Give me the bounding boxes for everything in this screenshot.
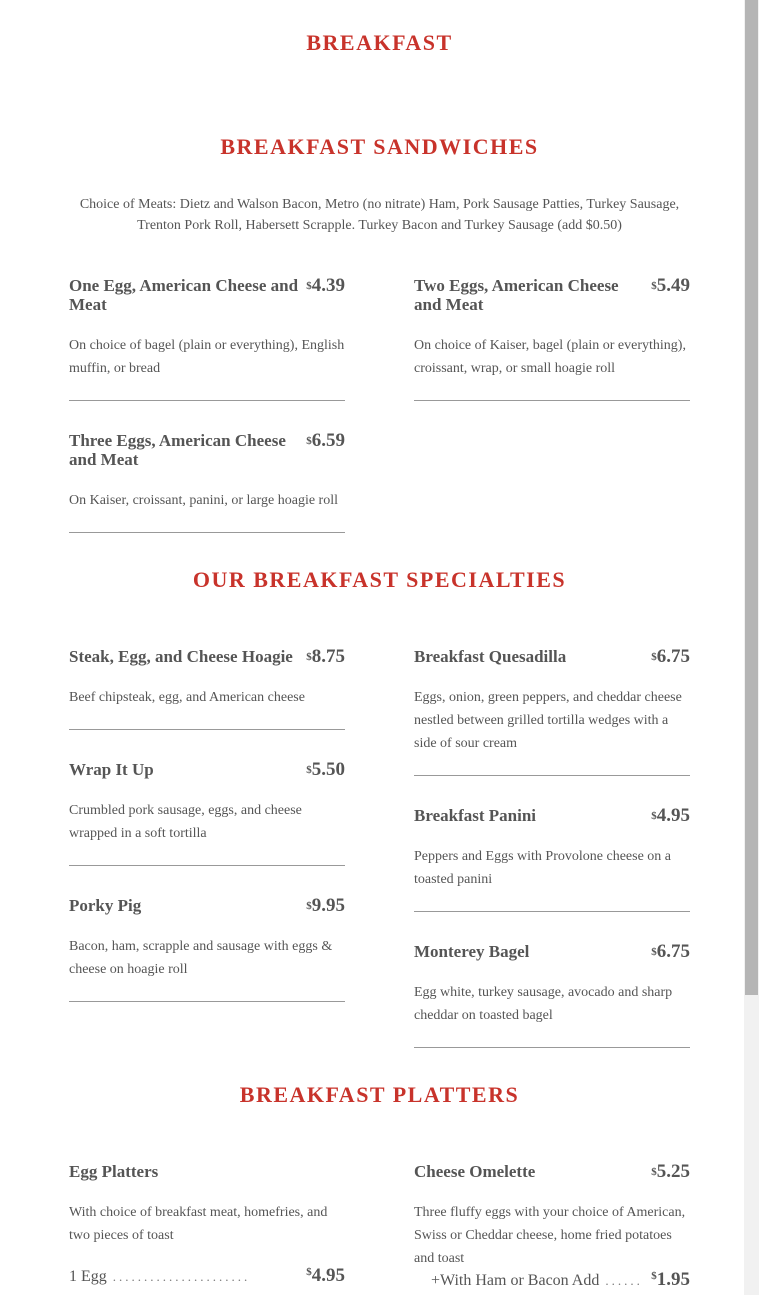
item-name: Monterey Bagel [414, 942, 530, 961]
divider [414, 911, 690, 912]
divider [69, 729, 345, 730]
item-name: Egg Platters [69, 1162, 159, 1181]
item-price: $6.59 [306, 430, 345, 451]
item-price: $6.75 [651, 941, 690, 962]
item-description: Egg white, turkey sausage, avocado and sharp cheddar on toasted bagel [414, 985, 673, 1023]
option-price: $1.95 [651, 1269, 690, 1290]
item-price: $5.50 [306, 759, 345, 780]
leader-dots: ...................... [112, 1269, 251, 1284]
item-price: $8.75 [306, 646, 345, 667]
divider [69, 865, 345, 866]
divider [414, 775, 690, 776]
item-description: Peppers and Eggs with Provolone cheese on a toasted panini [414, 849, 671, 887]
item-description: Bacon, ham, scrapple and sausage with eggs & cheese on hoagie roll [69, 939, 333, 977]
option-price: $4.95 [306, 1265, 345, 1286]
item-name: One Egg, American Cheese and Meat [69, 276, 299, 314]
item-name: Breakfast Quesadilla [414, 647, 567, 666]
item-name: Breakfast Panini [414, 806, 537, 825]
option-label: 1 Egg [69, 1268, 107, 1285]
item-price: $6.75 [651, 646, 690, 667]
item-name: Cheese Omelette [414, 1162, 536, 1181]
item-name: Two Eggs, American Cheese and Meat [414, 276, 619, 314]
section-heading-specialties: OUR BREAKFAST SPECIALTIES [192, 567, 567, 592]
item-description: On choice of bagel (plain or everything), English muffin, or bread [69, 338, 345, 376]
section-heading-sandwiches: BREAKFAST SANDWICHES [220, 134, 539, 159]
sandwiches-description: Choice of Meats: Dietz and Walson Bacon, Metro (no nitrate) Ham, Pork Sausage Patties, Turkey Sausage, Trenton Pork Roll, Habersett Scrapple. Turkey Bacon and Turkey Sausage (add $0.50) [79, 197, 680, 233]
item-name: Steak, Egg, and Cheese Hoagie [69, 647, 293, 666]
item-name: Three Eggs, American Cheese and Meat [69, 431, 286, 469]
divider [69, 1001, 345, 1002]
item-description: On Kaiser, croissant, panini, or large hoagie roll [69, 493, 338, 508]
item-name: Porky Pig [69, 896, 142, 915]
item-description: Three fluffy eggs with your choice of American, Swiss or Cheddar cheese, home fried potatoes and toast [414, 1205, 686, 1266]
divider [414, 400, 690, 401]
item-price: $5.49 [651, 275, 690, 296]
item-description: Crumbled pork sausage, eggs, and cheese wrapped in a soft tortilla [69, 803, 302, 841]
divider [414, 1047, 690, 1048]
page-title: BREAKFAST [306, 30, 453, 55]
divider [69, 532, 345, 533]
item-price: $5.25 [651, 1161, 690, 1182]
leader-dots: ...... [605, 1273, 643, 1288]
vertical-scrollbar[interactable] [744, 0, 759, 1295]
divider [69, 400, 345, 401]
price-option [431, 1269, 690, 1291]
item-description: Eggs, onion, green peppers, and cheddar cheese nestled between grilled tortilla wedges with a side of sour cream [414, 690, 682, 751]
item-price: $9.95 [306, 895, 345, 916]
item-price: $4.95 [651, 805, 690, 826]
item-description: On choice of Kaiser, bagel (plain or everything), croissant, wrap, or small hoagie roll [414, 338, 686, 376]
item-price: $4.39 [306, 275, 345, 296]
option-label: +With Ham or Bacon Add [431, 1272, 600, 1289]
item-name: Wrap It Up [69, 760, 154, 779]
scrollbar-thumb[interactable] [745, 0, 758, 995]
section-heading-platters: BREAKFAST PLATTERS [239, 1082, 520, 1107]
item-description: Beef chipsteak, egg, and American cheese [69, 690, 305, 705]
price-option [69, 1265, 345, 1287]
item-description: With choice of breakfast meat, homefries, and two pieces of toast [69, 1205, 328, 1243]
